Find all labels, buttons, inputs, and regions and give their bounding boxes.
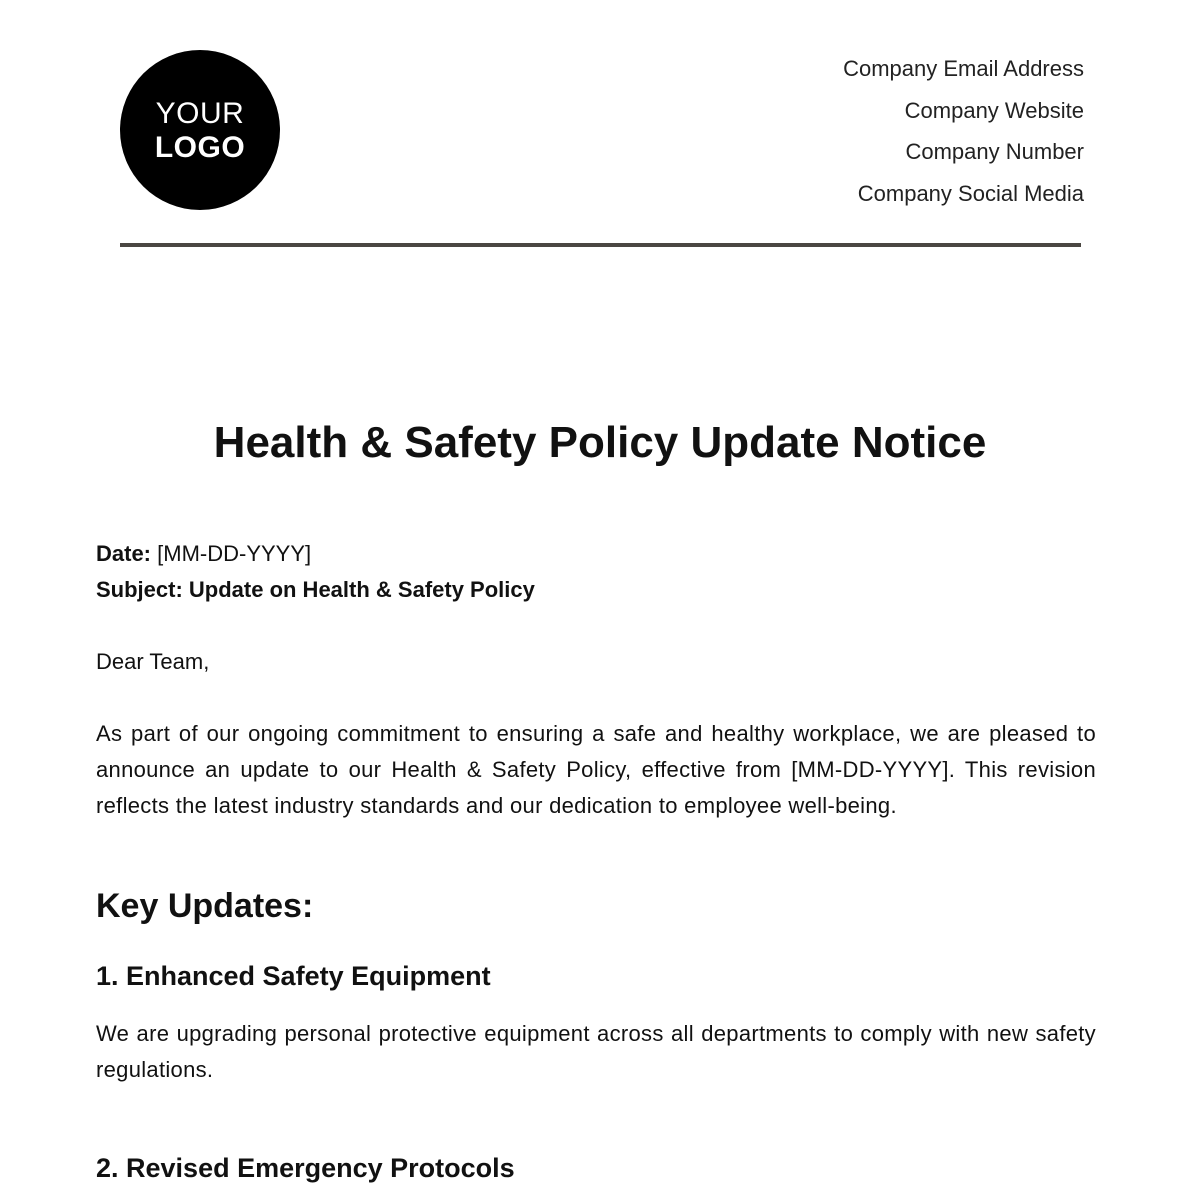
company-number: Company Number	[905, 139, 1084, 164]
update-text-1: We are upgrading personal protective equipment across all departments to comply with new safety regulations.	[96, 1021, 1096, 1082]
document-title: Health & Safety Policy Update Notice	[213, 418, 987, 467]
date-value: [MM-DD-YYYY]	[157, 541, 312, 566]
subject-line: Subject: Update on Health & Safety Policy	[96, 577, 535, 602]
date-line	[96, 536, 1096, 572]
company-email: Company Email Address	[843, 56, 1084, 81]
company-logo	[120, 50, 280, 210]
company-social-media: Company Social Media	[857, 180, 1084, 206]
update-heading-2: 2. Revised Emergency Protocols	[96, 1153, 515, 1183]
intro-paragraph: As part of our ongoing commitment to ensuring a safe and healthy workplace, we are pleased to announce an update to our Health & Safety Policy, effective from [MM-DD-YYYY]. This revision reflects the latest industry standards and our dedication to employee well-being.	[96, 721, 1096, 818]
company-website: Company Website	[904, 97, 1084, 123]
company-contact-block	[843, 55, 1084, 221]
logo-text-line2: LOGO	[154, 131, 246, 164]
greeting: Dear Team,	[96, 649, 210, 674]
date-label: Date:	[96, 541, 152, 566]
key-updates-heading: Key Updates:	[96, 887, 314, 925]
logo-text-line1: YOUR	[155, 97, 245, 130]
header-divider	[120, 243, 1081, 247]
document-body	[96, 536, 1096, 1186]
update-heading-1: 1. Enhanced Safety Equipment	[96, 961, 491, 991]
